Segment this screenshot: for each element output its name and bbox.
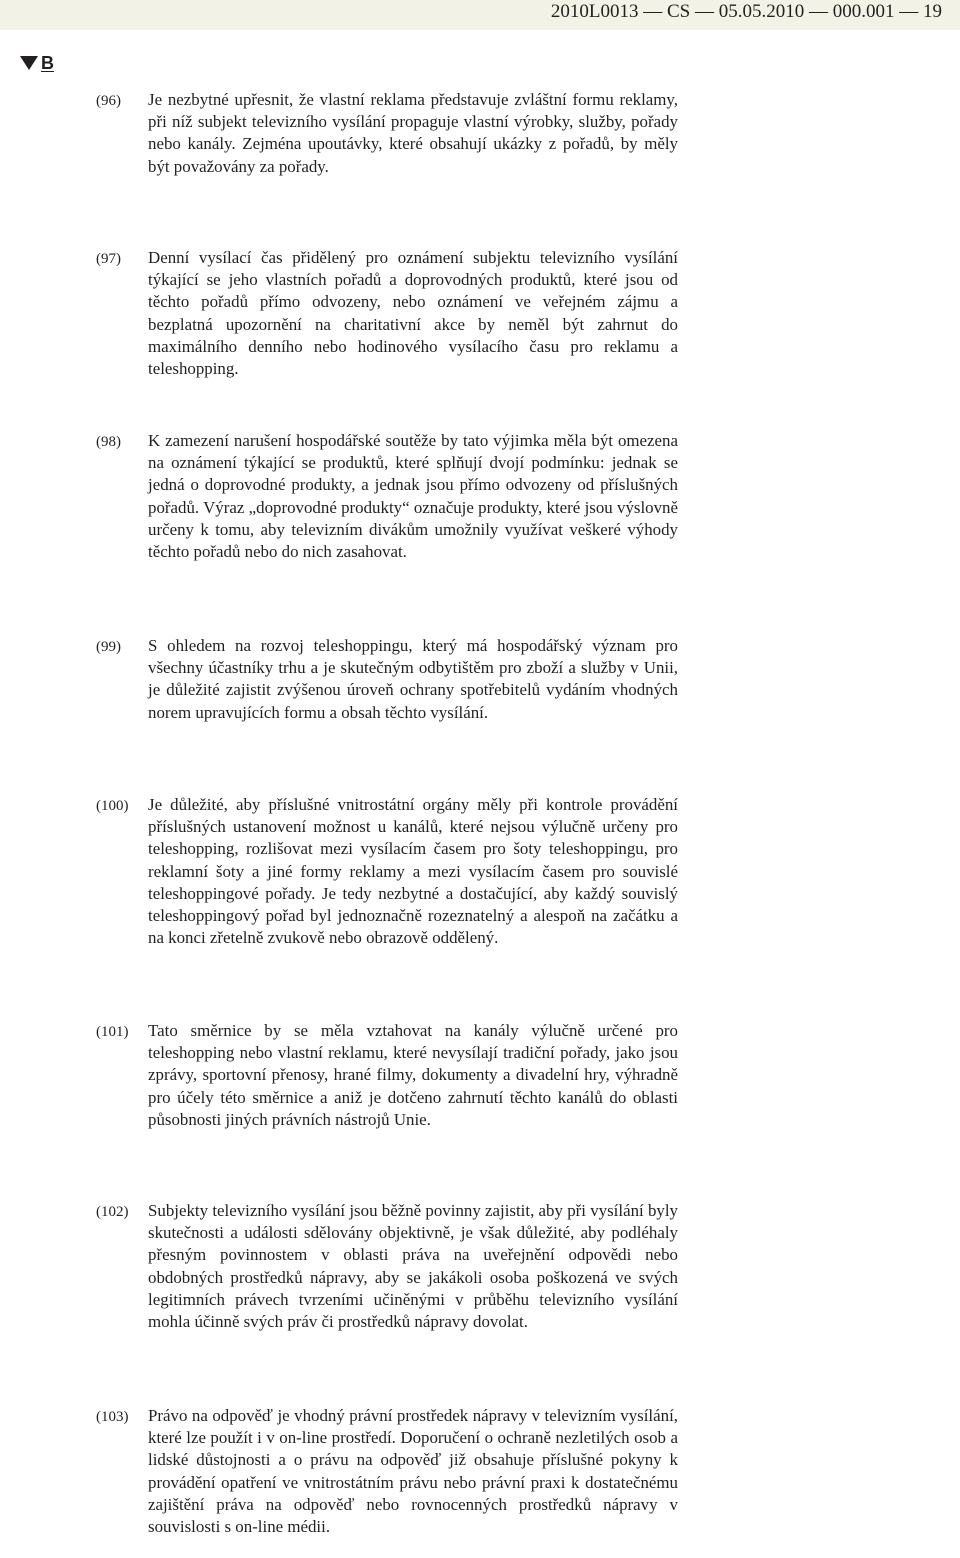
recital-number: (102) — [96, 1204, 129, 1220]
recital-text: Denní vysílací čas přidělený pro oznámení subjektu televizního vysílání týkající se jeho vlastních pořadů a doprovodných produktů, které jsou od těchto pořadů přímo odvozeny, nebo oznámení ve veřejném zájmu a bezplatná upozornění na charitativní akce by neměl být zahrnut do maximálního denního nebo hodinového vysílacího času pro reklamu a teleshopping. — [148, 248, 678, 379]
recital-98 — [96, 430, 680, 563]
recital-text: K zamezení narušení hospodářské soutěže by tato výjimka měla být omezena na oznámení týkající se produktů, které splňují dvojí podmínku: jednak se jedná o doprovodné produkty, a jednak jsou přímo odvozeny od příslušných pořadů. Výraz „doprovodné produkty“ označuje produkty, které jsou výslovně určeny k tomu, aby televizním divákům umožnily využívat veškeré výhody těchto pořadů nebo do nich zasahovat. — [148, 431, 678, 562]
recital-100 — [96, 794, 680, 949]
recital-103 — [96, 1405, 680, 1538]
recital-number: (98) — [96, 434, 121, 450]
recital-text: Je důležité, aby příslušné vnitrostátní orgány měly při kontrole provádění příslušných ustanovení možnost u kanálů, které nejsou výlučně určeny pro teleshopping, rozlišovat mezi vysílacím časem pro šoty teleshoppingu, pro reklamní šoty a jiné formy reklamy a mezi vysílacím časem pro souvislé teleshoppingové pořady. Je tedy nezbytné a dostačující, aby každý souvislý teleshoppingový pořad byl jednoznačně rozeznatelný a alespoň na začátku a na konci zřetelně zvukově nebo obrazově oddělený. — [148, 795, 678, 948]
amendment-marker — [20, 52, 54, 74]
recital-text: Právo na odpověď je vhodný právní prostředek nápravy v televizním vysílání, které lze použít i v on-line prostředí. Doporučení o ochraně nezletilých osob a lidské důstojnosti a o právu na odpověď již obsahuje příslušné pokyny k provádění opatření ve vnitrostátním právu nebo právní praxi k dostatečnému zajištění práva na odpověď nebo rovnocenných prostředků nápravy v souvislosti s on-line médii. — [148, 1406, 678, 1537]
recital-number: (100) — [96, 798, 129, 814]
recital-number: (101) — [96, 1024, 129, 1040]
recital-97 — [96, 247, 680, 380]
recital-text: S ohledem na rozvoj teleshoppingu, který má hospodářský význam pro všechny účastníky trhu a je skutečným odbytištěm pro zboží a služby v Unii, je důležité zajistit zvýšenou úroveň ochrany spotřebitelů vydáním vhodných norem upravujících formu a obsah těchto vysílání. — [148, 636, 678, 722]
recital-text: Subjekty televizního vysílání jsou běžně povinny zajistit, aby při vysílání byly skutečnosti a události sdělovány objektivně, je však důležité, aby podléhaly přesným povinnostem v oblasti práva na uveřejnění odpovědi nebo obdobných prostředků nápravy, aby se jakákoli osoba poškozená ve svých legitimních právech tvrzeními učiněnými v průběhu televizního vysílání mohla účinně svých práv či prostředků nápravy dovolat. — [148, 1201, 678, 1332]
document-reference: 2010L0013 — CS — 05.05.2010 — 000.001 — 19 — [550, 1, 942, 22]
recital-102 — [96, 1200, 680, 1333]
recital-number: (97) — [96, 251, 121, 267]
down-triangle-icon — [20, 56, 38, 70]
recital-number: (99) — [96, 639, 121, 655]
recital-number: (103) — [96, 1409, 129, 1425]
recital-101 — [96, 1020, 680, 1131]
recital-number: (96) — [96, 93, 121, 109]
marker-letter: B — [41, 53, 54, 73]
recital-99 — [96, 635, 680, 724]
recital-text: Tato směrnice by se měla vztahovat na kanály výlučně určené pro teleshopping nebo vlastní reklamu, které nevysílají tradiční pořady, jako jsou zprávy, sportovní přenosy, hrané filmy, dokumenty a divadelní hry, výhradně pro účely této směrnice a aniž je dotčeno zahrnutí těchto kanálů do oblasti působnosti jiných právních nástrojů Unie. — [148, 1021, 678, 1129]
recital-text: Je nezbytné upřesnit, že vlastní reklama představuje zvláštní formu reklamy, při níž subjekt televizního vysílání propaguje vlastní výrobky, služby, pořady nebo kanály. Zejména upoutávky, které obsahují ukázky z pořadů, by měly být považovány za pořady. — [148, 90, 678, 176]
recital-96 — [96, 89, 680, 178]
